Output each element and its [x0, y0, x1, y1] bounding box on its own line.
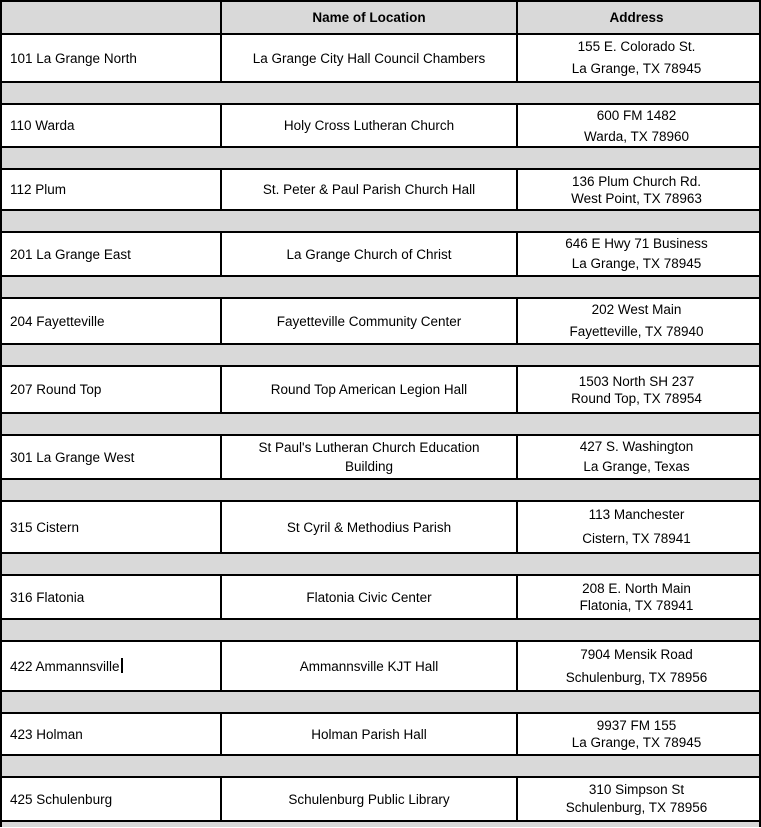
location-name: Schulenburg Public Library — [288, 791, 450, 807]
precinct-label: 204 Fayetteville — [10, 313, 105, 329]
precinct-cell[interactable] — [2, 502, 222, 552]
precinct-cell[interactable] — [2, 714, 222, 754]
separator-row — [2, 620, 759, 642]
location-name: Holman Parish Hall — [311, 726, 427, 742]
column-header-address: Address — [609, 10, 664, 25]
precinct-cell[interactable] — [2, 35, 222, 81]
precinct-label: 110 Warda — [10, 118, 75, 133]
location-name: Fayetteville Community Center — [276, 313, 462, 329]
address-cell[interactable] — [518, 502, 755, 552]
address-line-2: Schulenburg, TX 78956 — [565, 670, 708, 685]
location-cell[interactable] — [222, 642, 518, 690]
address-line-1: 600 FM 1482 — [596, 107, 677, 123]
address-line-1: 155 E. Colorado St. — [577, 39, 696, 54]
location-cell[interactable] — [222, 170, 518, 209]
precinct-cell[interactable] — [2, 576, 222, 618]
table-row — [2, 778, 759, 822]
column-header-precinct — [2, 2, 222, 33]
table-row — [2, 714, 759, 756]
location-cell[interactable] — [222, 502, 518, 552]
precinct-cell[interactable] — [2, 778, 222, 820]
separator-row — [2, 83, 759, 105]
separator-row — [2, 554, 759, 576]
address-line-1: 113 Manchester — [588, 507, 685, 522]
address-cell[interactable] — [518, 714, 755, 754]
partial-separator-row — [2, 822, 759, 827]
address-line-2: West Point, TX 78963 — [571, 190, 702, 206]
precinct-label: 201 La Grange East — [10, 246, 131, 262]
separator-row — [2, 756, 759, 778]
table-row — [2, 576, 759, 620]
separator-row — [2, 148, 759, 170]
separator-row — [2, 414, 759, 436]
address-cell[interactable] — [518, 642, 755, 690]
address-line-2: Warda, TX 78960 — [583, 128, 690, 144]
precinct-label: 316 Flatonia — [10, 589, 85, 605]
precinct-cell[interactable] — [2, 233, 222, 275]
address-line-2: La Grange, TX 78945 — [571, 256, 702, 271]
location-name: Flatonia Civic Center — [306, 589, 432, 605]
location-cell[interactable] — [222, 778, 518, 820]
location-cell[interactable] — [222, 714, 518, 754]
precinct-cell[interactable] — [2, 105, 222, 146]
table-body — [2, 35, 759, 822]
address-line-2: Cistern, TX 78941 — [582, 531, 691, 546]
table-row — [2, 642, 759, 692]
precinct-cell[interactable] — [2, 299, 222, 343]
location-name: St Paul's Lutheran Church Education Building — [258, 440, 480, 474]
address-line-2: Schulenburg, TX 78956 — [565, 800, 708, 815]
address-cell[interactable] — [518, 105, 755, 146]
address-cell[interactable] — [518, 778, 755, 820]
precinct-label: 423 Holman — [10, 726, 83, 742]
separator-row — [2, 480, 759, 502]
address-line-2: Flatonia, TX 78941 — [579, 598, 694, 613]
address-cell[interactable] — [518, 170, 755, 209]
address-cell[interactable] — [518, 436, 755, 478]
address-line-1: 310 Simpson St — [588, 782, 685, 797]
precinct-cell[interactable] — [2, 170, 222, 209]
separator-row — [2, 211, 759, 233]
table-row — [2, 35, 759, 83]
precinct-label: 315 Cistern — [10, 519, 80, 535]
precinct-label: 422 Ammannsville — [10, 658, 123, 675]
location-name: Ammannsville KJT Hall — [299, 658, 439, 674]
location-name: St. Peter & Paul Parish Church Hall — [262, 182, 476, 197]
table-row — [2, 105, 759, 148]
table-row — [2, 170, 759, 211]
address-line-1: 646 E Hwy 71 Business — [565, 236, 708, 251]
precinct-cell[interactable] — [2, 436, 222, 478]
location-name: Round Top American Legion Hall — [270, 382, 468, 397]
address-line-2: Round Top, TX 78954 — [571, 390, 702, 406]
location-cell[interactable] — [222, 367, 518, 412]
column-header-name-of-location: Name of Location — [222, 2, 518, 33]
precinct-label: 207 Round Top — [10, 382, 102, 397]
location-cell[interactable] — [222, 35, 518, 81]
location-name: La Grange Church of Christ — [286, 246, 452, 262]
address-line-1: 202 West Main — [591, 302, 682, 317]
address-line-1: 7904 Mensik Road — [580, 647, 693, 662]
table-header-row — [2, 2, 759, 35]
table-row — [2, 367, 759, 414]
location-name: La Grange City Hall Council Chambers — [252, 50, 486, 66]
table-row — [2, 436, 759, 480]
location-cell[interactable] — [222, 233, 518, 275]
location-name: Holy Cross Lutheran Church — [283, 118, 455, 133]
address-line-1: 1503 North SH 237 — [578, 373, 695, 389]
address-cell[interactable] — [518, 367, 755, 412]
precinct-label: 101 La Grange North — [10, 50, 137, 66]
address-line-1: 427 S. Washington — [579, 439, 694, 454]
location-name: St Cyril & Methodius Parish — [286, 519, 452, 535]
location-cell[interactable] — [222, 576, 518, 618]
table-row — [2, 233, 759, 277]
precinct-cell[interactable] — [2, 642, 222, 690]
address-cell[interactable] — [518, 233, 755, 275]
precinct-label: 425 Schulenburg — [10, 791, 113, 807]
table-row — [2, 502, 759, 554]
address-line-2: Fayetteville, TX 78940 — [569, 324, 704, 339]
address-line-1: 208 E. North Main — [582, 581, 691, 596]
precinct-label: 112 Plum — [10, 182, 67, 197]
address-line-2: La Grange, Texas — [583, 459, 690, 474]
address-line-2: La Grange, TX 78945 — [571, 735, 702, 750]
location-cell[interactable] — [222, 436, 518, 478]
address-line-2: La Grange, TX 78945 — [571, 61, 702, 76]
address-cell[interactable] — [518, 299, 755, 343]
separator-row — [2, 692, 759, 714]
location-cell[interactable] — [222, 299, 518, 343]
location-cell[interactable] — [222, 105, 518, 146]
address-cell[interactable] — [518, 576, 755, 618]
address-line-1: 136 Plum Church Rd. — [571, 173, 702, 189]
text-cursor — [121, 658, 123, 673]
separator-row — [2, 345, 759, 367]
precinct-cell[interactable] — [2, 367, 222, 412]
address-line-1: 9937 FM 155 — [596, 718, 677, 733]
table-row — [2, 299, 759, 345]
separator-row — [2, 277, 759, 299]
precinct-label: 301 La Grange West — [10, 449, 135, 465]
address-cell[interactable] — [518, 35, 755, 81]
